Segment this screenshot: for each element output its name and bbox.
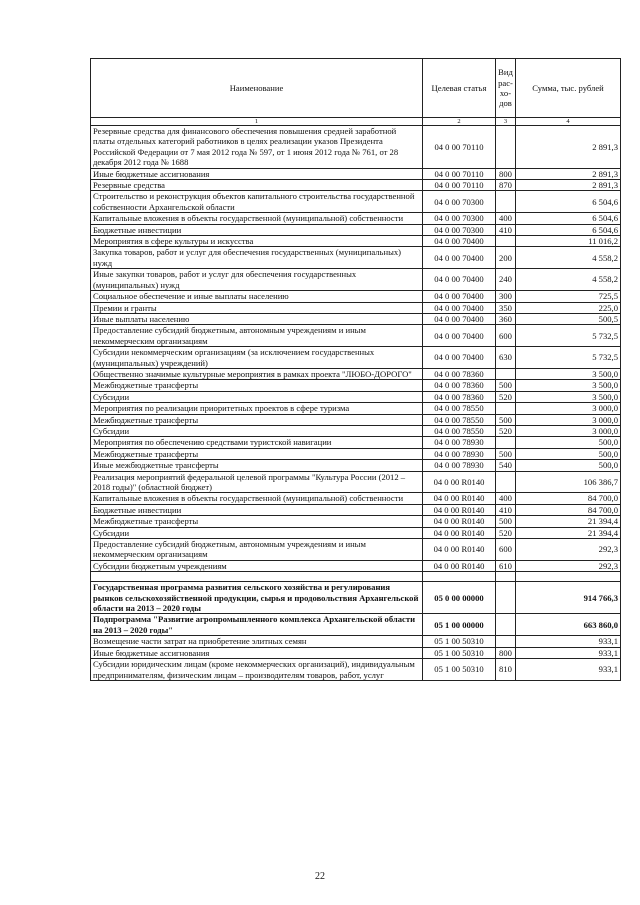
cell-sum: 106 386,7 — [516, 471, 621, 493]
cell-name: Субсидии — [91, 391, 423, 402]
cell-name: Субсидии бюджетным учреждениям — [91, 560, 423, 571]
table-row — [91, 191, 621, 213]
cell-code: 04 0 00 78360 — [423, 380, 496, 391]
table-header — [91, 59, 621, 126]
cell-code: 04 0 00 70400 — [423, 236, 496, 247]
cell-code: 04 0 00 78360 — [423, 368, 496, 379]
cell-sum: 2 891,3 — [516, 180, 621, 191]
cell-code: 05 0 00 00000 — [423, 582, 496, 614]
cell-name: Иные бюджетные ассигнования — [91, 647, 423, 658]
cell-type — [496, 636, 516, 647]
cell-sum: 21 394,4 — [516, 527, 621, 538]
table-row — [91, 347, 621, 369]
cell-sum: 3 500,0 — [516, 391, 621, 402]
cell-name: Закупка товаров, работ и услуг для обеспечения государственных (муниципальных) нужд — [91, 247, 423, 269]
table-row — [91, 560, 621, 571]
cell-sum: 225,0 — [516, 302, 621, 313]
cell-code: 04 0 00 R0140 — [423, 527, 496, 538]
column-number: 1 — [91, 118, 423, 126]
cell-sum: 4 558,2 — [516, 269, 621, 291]
cell-code: 04 0 00 70110 — [423, 168, 496, 179]
cell-name: Капитальные вложения в объекты государственной (муниципальной) собственности — [91, 213, 423, 224]
table-row — [91, 391, 621, 402]
cell-code: 04 0 00 70110 — [423, 126, 496, 169]
cell-name: Мероприятия по реализации приоритетных проектов в сфере туризма — [91, 403, 423, 414]
cell-name: Общественно значимые культурные мероприятия в рамках проекта "ЛЮБО-ДОРОГО" — [91, 368, 423, 379]
cell-type: 350 — [496, 302, 516, 313]
cell-code: 05 1 00 50310 — [423, 647, 496, 658]
table-row — [91, 291, 621, 302]
table-row — [91, 647, 621, 658]
cell-name: Предоставление субсидий бюджетным, автономным учреждениям и иным некоммерческим организациям — [91, 539, 423, 561]
cell-sum: 84 700,0 — [516, 504, 621, 515]
table-row — [91, 582, 621, 614]
cell-type: 300 — [496, 291, 516, 302]
table-row — [91, 659, 621, 681]
cell-sum: 933,1 — [516, 636, 621, 647]
cell-name: Социальное обеспечение и иные выплаты населению — [91, 291, 423, 302]
cell-code: 04 0 00 70400 — [423, 291, 496, 302]
table-row — [91, 516, 621, 527]
cell-code: 04 0 00 70400 — [423, 247, 496, 269]
cell-type: 360 — [496, 313, 516, 324]
table-body — [91, 126, 621, 681]
cell-name: Реализация мероприятий федеральной целевой программы "Культура России (2012 – 2018 годы)" (областной бюджет) — [91, 471, 423, 493]
cell-code: 04 0 00 R0140 — [423, 560, 496, 571]
cell-sum: 11 016,2 — [516, 236, 621, 247]
cell-code: 04 0 00 70400 — [423, 325, 496, 347]
table-row — [91, 425, 621, 436]
cell-sum: 914 766,3 — [516, 582, 621, 614]
cell-code: 04 0 00 70300 — [423, 224, 496, 235]
header-name: Наименование — [91, 59, 423, 118]
cell-name: Иные закупки товаров, работ и услуг для обеспечения государственных (муниципальных) нужд — [91, 269, 423, 291]
cell-code: 04 0 00 R0140 — [423, 493, 496, 504]
cell-sum: 663 860,0 — [516, 614, 621, 636]
cell-sum: 3 500,0 — [516, 368, 621, 379]
cell-sum: 500,0 — [516, 437, 621, 448]
cell-code: 04 0 00 70400 — [423, 269, 496, 291]
cell-type: 400 — [496, 213, 516, 224]
cell-sum: 500,0 — [516, 460, 621, 471]
cell-name: Мероприятия по обеспечению средствами туристской навигации — [91, 437, 423, 448]
table-row — [91, 471, 621, 493]
table-row — [91, 368, 621, 379]
cell-name: Субсидии некоммерческим организациям (за исключением государственных (муниципальных) учреждений) — [91, 347, 423, 369]
cell-code: 04 0 00 70300 — [423, 213, 496, 224]
cell-type: 610 — [496, 560, 516, 571]
table-row — [91, 493, 621, 504]
cell-type — [496, 572, 516, 582]
table-row — [91, 269, 621, 291]
table-row — [91, 325, 621, 347]
cell-sum: 3 000,0 — [516, 425, 621, 436]
cell-type: 520 — [496, 425, 516, 436]
cell-type — [496, 582, 516, 614]
column-number: 4 — [516, 118, 621, 126]
cell-name: Межбюджетные трансферты — [91, 414, 423, 425]
cell-sum: 933,1 — [516, 659, 621, 681]
cell-name: Мероприятия в сфере культуры и искусства — [91, 236, 423, 247]
cell-code — [423, 572, 496, 582]
budget-table — [90, 58, 621, 681]
cell-type: 400 — [496, 493, 516, 504]
table-row — [91, 527, 621, 538]
cell-type: 520 — [496, 391, 516, 402]
cell-code: 04 0 00 78930 — [423, 448, 496, 459]
cell-sum: 21 394,4 — [516, 516, 621, 527]
table-row — [91, 213, 621, 224]
cell-code: 04 0 00 R0140 — [423, 539, 496, 561]
cell-type: 800 — [496, 647, 516, 658]
cell-name: Межбюджетные трансферты — [91, 380, 423, 391]
cell-type: 870 — [496, 180, 516, 191]
cell-name: Возмещение части затрат на приобретение элитных семян — [91, 636, 423, 647]
cell-type — [496, 614, 516, 636]
cell-sum: 6 504,6 — [516, 224, 621, 235]
cell-code: 04 0 00 78550 — [423, 403, 496, 414]
cell-code: 04 0 00 78550 — [423, 414, 496, 425]
cell-name: Иные выплаты населению — [91, 313, 423, 324]
cell-code: 05 1 00 50310 — [423, 636, 496, 647]
cell-type: 500 — [496, 380, 516, 391]
table-row — [91, 572, 621, 582]
cell-type — [496, 191, 516, 213]
cell-type: 800 — [496, 168, 516, 179]
cell-type: 410 — [496, 224, 516, 235]
cell-name: Предоставление субсидий бюджетным, автономным учреждениям и иным некоммерческим организациям — [91, 325, 423, 347]
table-row — [91, 437, 621, 448]
cell-code: 04 0 00 70400 — [423, 302, 496, 313]
cell-name: Подпрограмма "Развитие агропромышленного комплекса Архангельской области на 2013 – 2020 годы" — [91, 614, 423, 636]
cell-code: 05 1 00 50310 — [423, 659, 496, 681]
cell-sum: 292,3 — [516, 539, 621, 561]
table-row — [91, 313, 621, 324]
cell-name: Субсидии юридическим лицам (кроме некоммерческих организаций), индивидуальным предпринимателям, физическим лицам – производителям товаров, работ, услуг — [91, 659, 423, 681]
cell-code: 04 0 00 78360 — [423, 391, 496, 402]
cell-name: Иные межбюджетные трансферты — [91, 460, 423, 471]
cell-type: 600 — [496, 325, 516, 347]
table-row — [91, 414, 621, 425]
cell-type: 540 — [496, 460, 516, 471]
cell-type — [496, 403, 516, 414]
table-row — [91, 539, 621, 561]
cell-type: 240 — [496, 269, 516, 291]
cell-sum: 84 700,0 — [516, 493, 621, 504]
table-row — [91, 247, 621, 269]
cell-name: Строительство и реконструкция объектов капитального строительства государственной собственности Архангельской области — [91, 191, 423, 213]
cell-sum: 933,1 — [516, 647, 621, 658]
cell-code: 04 0 00 70400 — [423, 313, 496, 324]
cell-name: Резервные средства — [91, 180, 423, 191]
cell-code: 04 0 00 R0140 — [423, 516, 496, 527]
cell-type: 500 — [496, 516, 516, 527]
cell-type: 630 — [496, 347, 516, 369]
cell-sum: 2 891,3 — [516, 168, 621, 179]
cell-type: 500 — [496, 414, 516, 425]
table-row — [91, 236, 621, 247]
column-number: 2 — [423, 118, 496, 126]
table-row — [91, 460, 621, 471]
table-row — [91, 504, 621, 515]
cell-name: Капитальные вложения в объекты государственной (муниципальной) собственности — [91, 493, 423, 504]
cell-sum — [516, 572, 621, 582]
cell-type — [496, 471, 516, 493]
cell-sum: 3 000,0 — [516, 414, 621, 425]
cell-sum: 5 732,5 — [516, 325, 621, 347]
cell-sum: 6 504,6 — [516, 213, 621, 224]
cell-sum: 2 891,3 — [516, 126, 621, 169]
cell-name: Субсидии — [91, 527, 423, 538]
cell-code: 04 0 00 78930 — [423, 437, 496, 448]
table-row — [91, 180, 621, 191]
page-number: 22 — [315, 871, 325, 882]
table-row — [91, 168, 621, 179]
cell-sum: 5 732,5 — [516, 347, 621, 369]
cell-type: 410 — [496, 504, 516, 515]
header-sum: Сумма, тыс. рублей — [516, 59, 621, 118]
cell-sum: 292,3 — [516, 560, 621, 571]
cell-code: 04 0 00 78550 — [423, 425, 496, 436]
table-row — [91, 614, 621, 636]
table-row — [91, 126, 621, 169]
cell-sum: 500,0 — [516, 448, 621, 459]
cell-name — [91, 572, 423, 582]
cell-code: 04 0 00 70110 — [423, 180, 496, 191]
cell-sum: 500,5 — [516, 313, 621, 324]
cell-name: Государственная программа развития сельского хозяйства и регулирования рынков сельскохозяйственной продукции, сырья и продовольствия Архангельской области на 2013 – 2020 годы — [91, 582, 423, 614]
cell-name: Межбюджетные трансферты — [91, 448, 423, 459]
cell-type — [496, 236, 516, 247]
table-row — [91, 636, 621, 647]
column-number: 3 — [496, 118, 516, 126]
cell-name: Субсидии — [91, 425, 423, 436]
cell-type — [496, 437, 516, 448]
cell-sum: 4 558,2 — [516, 247, 621, 269]
table-row — [91, 448, 621, 459]
cell-sum: 6 504,6 — [516, 191, 621, 213]
table-row — [91, 302, 621, 313]
table-row — [91, 224, 621, 235]
header-type: Вид рас-хо-дов — [496, 59, 516, 118]
cell-sum: 3 500,0 — [516, 380, 621, 391]
cell-code: 04 0 00 70300 — [423, 191, 496, 213]
cell-type: 200 — [496, 247, 516, 269]
cell-sum: 725,5 — [516, 291, 621, 302]
cell-name: Резервные средства для финансового обеспечения повышения средней заработной платы отдельных категорий работников в целях реализации указов Президента Российской Федерации от 7 мая 2012 года № 597, от 1 июня 2012 года № 761, от 28 декабря 2012 года № 1688 — [91, 126, 423, 169]
cell-name: Межбюджетные трансферты — [91, 516, 423, 527]
cell-type — [496, 368, 516, 379]
cell-type: 520 — [496, 527, 516, 538]
cell-code: 04 0 00 78930 — [423, 460, 496, 471]
cell-name: Премии и гранты — [91, 302, 423, 313]
cell-name: Бюджетные инвестиции — [91, 224, 423, 235]
header-code: Целевая статья — [423, 59, 496, 118]
cell-code: 04 0 00 R0140 — [423, 504, 496, 515]
cell-name: Бюджетные инвестиции — [91, 504, 423, 515]
cell-code: 05 1 00 00000 — [423, 614, 496, 636]
cell-type: 810 — [496, 659, 516, 681]
table-row — [91, 380, 621, 391]
cell-sum: 3 000,0 — [516, 403, 621, 414]
cell-type — [496, 126, 516, 169]
cell-code: 04 0 00 R0140 — [423, 471, 496, 493]
cell-type: 500 — [496, 448, 516, 459]
cell-type: 600 — [496, 539, 516, 561]
table-row — [91, 403, 621, 414]
cell-code: 04 0 00 70400 — [423, 347, 496, 369]
cell-name: Иные бюджетные ассигнования — [91, 168, 423, 179]
